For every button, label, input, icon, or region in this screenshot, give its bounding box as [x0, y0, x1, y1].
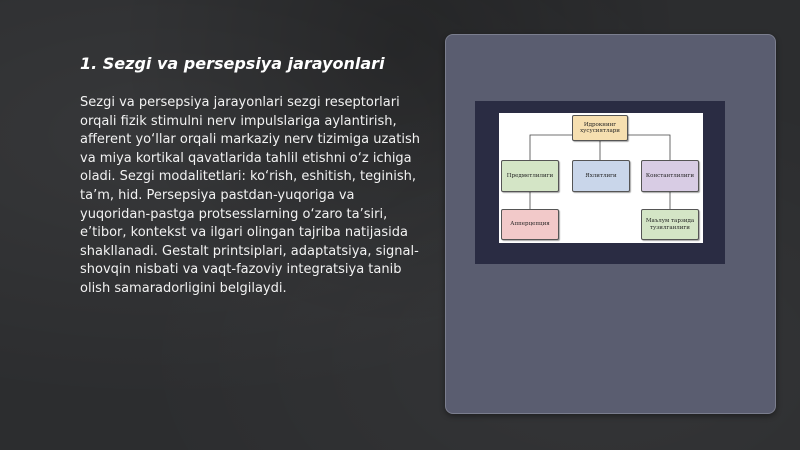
diagram-node-appertseptsiya: Апперцепция [501, 209, 559, 240]
connector-root-kons [628, 135, 670, 160]
diagram-node-yaxlitligi: Яхлитлиги [572, 160, 630, 192]
slide-title: 1. Sezgi va persepsiya jarayonlari [80, 54, 385, 73]
connector-root-pred [530, 135, 572, 160]
diagram-node-root: Идрокнинг хусусиятлари [572, 115, 628, 141]
diagram-node-tuzilganligi: Маълум тарзида тузилганлиги [641, 209, 699, 240]
diagram-node-konstantliligi: Константлилиги [641, 160, 699, 192]
diagram-frame [475, 101, 725, 264]
image-card [445, 34, 776, 414]
perception-diagram [499, 113, 703, 243]
diagram-node-predmetliligi: Предметлилиги [501, 160, 559, 192]
slide-body-text: Sezgi va persepsiya jarayonlari sezgi reseptorlari orqali fizik stimulni nerv impulslariga aylantirish, afferent yo‘llar orqali markaziy nerv tizimiga uzatish va miya kortikal qavatlarida tahlil etishni o‘z ichiga oladi. Sezgi modalitetlari: ko‘rish, eshitish, teginish, ta’m, hid. Persepsiya pastdan-yuqoriga va yuqoridan-pastga protsesslarning o‘zaro ta’siri, e’tibor, kontekst va ilgari olingan tajriba natijasida shakllanadi. Gestalt printsiplari, adaptatsiya, signal-shovqin nisbati va vaqt-fazoviy integratsiya tanib olish samaradorligini belgilaydi. [80, 95, 420, 296]
